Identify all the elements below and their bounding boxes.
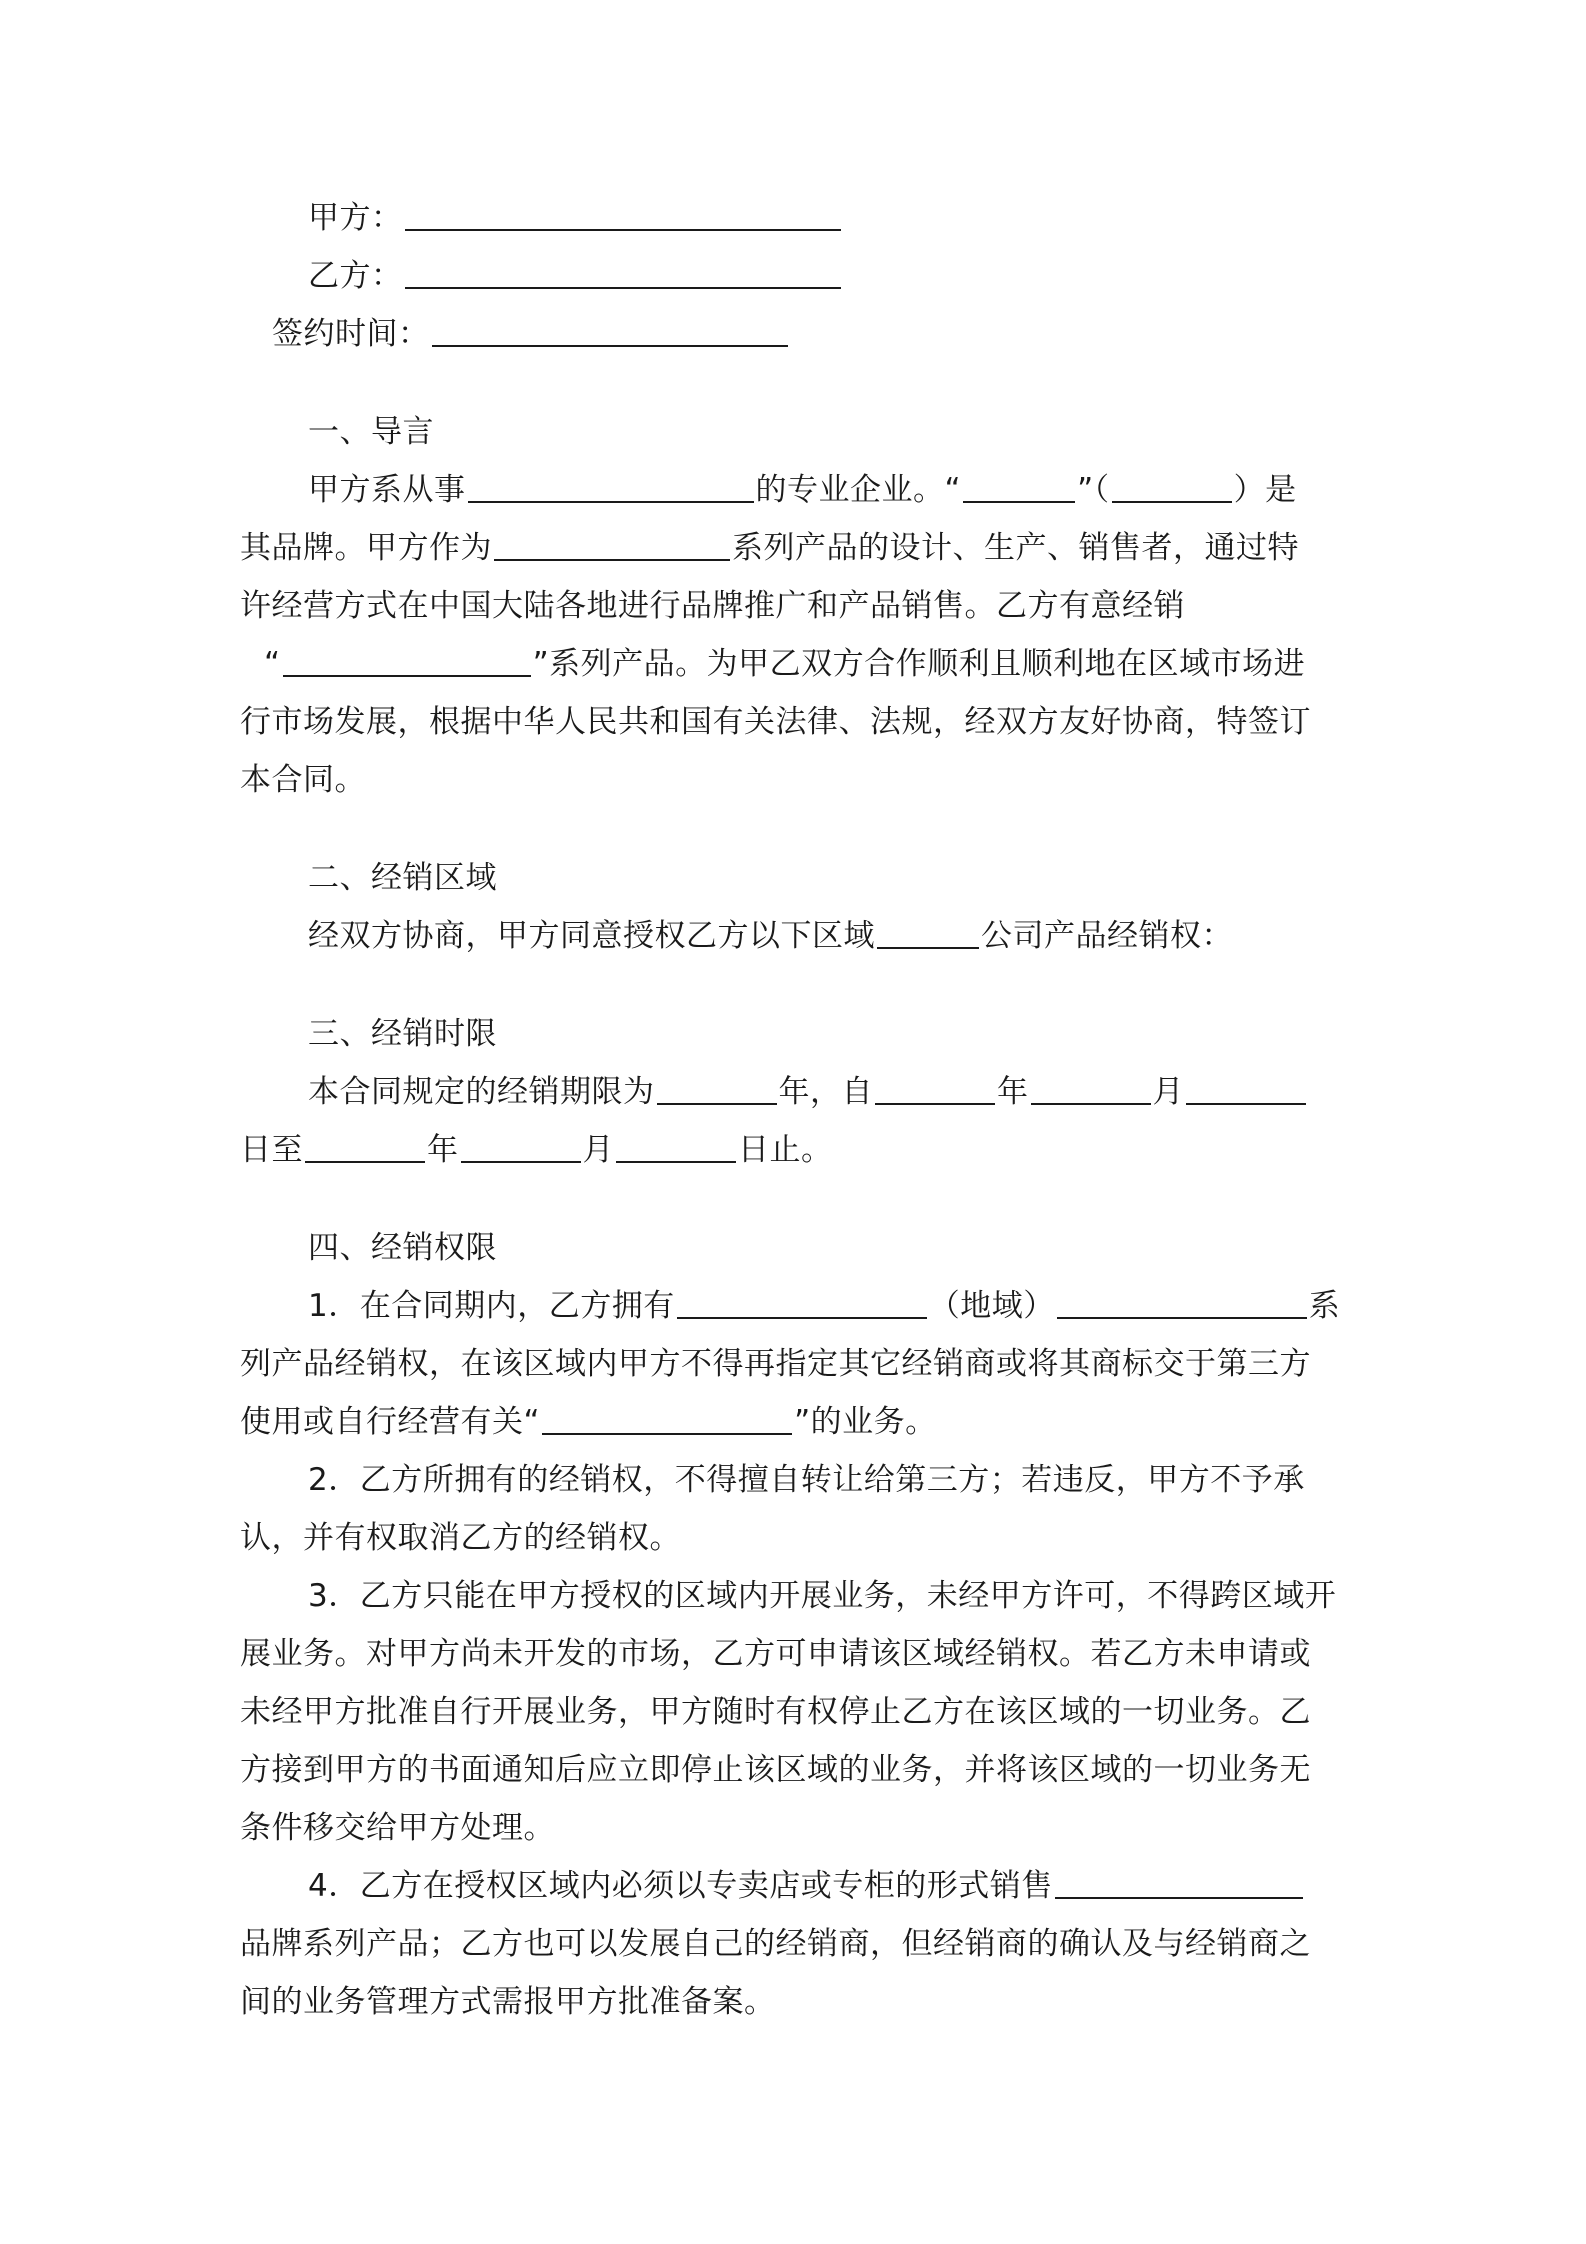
intro-text: 甲方系从事 — [308, 472, 466, 508]
rights-text: ”的业务。 — [794, 1404, 937, 1440]
rights-2-line-2: 认，并有权取消乙方的经销权。 — [240, 1520, 681, 1556]
intro-line-4 — [240, 642, 1305, 686]
rights-text: （地域） — [928, 1288, 1055, 1324]
rights-4-line-2: 品牌系列产品；乙方也可以发展自己的经销商，但经销商的确认及与经销商之 — [240, 1926, 1311, 1962]
rights-3-line-2: 展业务。对甲方尚未开发的市场，乙方可申请该区域经销权。若乙方未申请或 — [240, 1636, 1311, 1672]
region-text: 经双方协商，甲方同意授权乙方以下区域 — [308, 918, 875, 954]
intro-line-6: 本合同。 — [240, 762, 366, 798]
party-b-label: 乙方： — [308, 258, 403, 294]
term-line-1 — [308, 1070, 1308, 1114]
region-line-1 — [308, 914, 1233, 958]
rights-1-line-3 — [240, 1400, 937, 1444]
end-month-blank[interactable] — [461, 1131, 581, 1163]
section-term-title: 三、经销时限 — [308, 1016, 497, 1052]
party-a-line — [308, 196, 843, 240]
party-a-blank[interactable] — [405, 199, 841, 231]
rights-1-line-2: 列产品经销权，在该区域内甲方不得再指定其它经销商或将其商标交于第三方 — [240, 1346, 1311, 1382]
party-a-label: 甲方： — [308, 200, 403, 236]
intro-text: 系列产品的设计、生产、销售者，通过特 — [732, 530, 1299, 566]
rights-text: 1．在合同期内，乙方拥有 — [308, 1288, 675, 1324]
end-year-blank[interactable] — [305, 1131, 425, 1163]
territory-blank[interactable] — [677, 1287, 927, 1319]
intro-line-3: 许经营方式在中国大陆各地进行品牌推广和产品销售。乙方有意经销 — [240, 588, 1185, 624]
end-day-blank[interactable] — [616, 1131, 736, 1163]
signing-time-label: 签约时间： — [272, 316, 430, 352]
rights-3-line-4: 方接到甲方的书面通知后应立即停止该区域的业务，并将该区域的一切业务无 — [240, 1752, 1311, 1788]
brand-blank[interactable] — [1055, 1867, 1303, 1899]
term-text: 日至 — [240, 1132, 303, 1168]
section-rights-title: 四、经销权限 — [308, 1230, 497, 1266]
signing-time-line — [272, 312, 790, 356]
intro-text: “ — [264, 646, 281, 682]
rights-3-line-5: 条件移交给甲方处理。 — [240, 1810, 555, 1846]
brand-alias-blank[interactable] — [1112, 471, 1232, 503]
start-day-blank[interactable] — [1186, 1073, 1306, 1105]
rights-1-line-1 — [308, 1284, 1340, 1328]
term-line-2 — [240, 1128, 833, 1172]
rights-3-line-3: 未经甲方批准自行开展业务，甲方随时有权停止乙方在该区域的一切业务。乙 — [240, 1694, 1311, 1730]
rights-4-line-1 — [308, 1864, 1305, 1908]
series-name-blank[interactable] — [283, 645, 531, 677]
rights-2-line-1: 2．乙方所拥有的经销权，不得擅自转让给第三方；若违反，甲方不予承 — [308, 1462, 1305, 1498]
intro-text: 其品牌。甲方作为 — [240, 530, 492, 566]
section-intro-title: 一、导言 — [308, 414, 434, 450]
rights-text: 使用或自行经营有关“ — [240, 1404, 541, 1440]
term-text: 年 — [997, 1074, 1029, 1110]
term-text: 月 — [582, 1132, 614, 1168]
brand-name-blank[interactable] — [963, 471, 1075, 503]
term-text: 年，自 — [778, 1074, 873, 1110]
signing-time-blank[interactable] — [432, 315, 788, 347]
party-b-line — [308, 254, 843, 298]
intro-line-2 — [240, 526, 1299, 570]
rights-3-line-1: 3．乙方只能在甲方授权的区域内开展业务，未经甲方许可，不得跨区域开 — [308, 1578, 1337, 1614]
term-years-blank[interactable] — [657, 1073, 777, 1105]
term-text: 本合同规定的经销期限为 — [308, 1074, 655, 1110]
business-name-blank[interactable] — [542, 1403, 792, 1435]
rights-series-blank[interactable] — [1057, 1287, 1307, 1319]
intro-text: 的专业企业。“ — [755, 472, 962, 508]
product-series-blank[interactable] — [494, 529, 730, 561]
rights-text: 4．乙方在授权区域内必须以专卖店或专柜的形式销售 — [308, 1868, 1053, 1904]
intro-line-5: 行市场发展，根据中华人民共和国有关法律、法规，经双方友好协商，特签订 — [240, 704, 1311, 740]
party-b-blank[interactable] — [405, 257, 841, 289]
start-year-blank[interactable] — [875, 1073, 995, 1105]
section-region-title: 二、经销区域 — [308, 860, 497, 896]
term-text: 年 — [427, 1132, 459, 1168]
term-text: 月 — [1152, 1074, 1184, 1110]
region-blank[interactable] — [877, 917, 979, 949]
intro-text: ）是 — [1233, 472, 1297, 508]
start-month-blank[interactable] — [1031, 1073, 1151, 1105]
region-text: 公司产品经销权： — [981, 918, 1233, 954]
intro-text: ”系列产品。为甲乙双方合作顺利且顺利地在区域市场进 — [532, 646, 1306, 682]
rights-4-line-3: 间的业务管理方式需报甲方批准备案。 — [240, 1984, 776, 2020]
term-text: 日止。 — [738, 1132, 833, 1168]
business-field-blank[interactable] — [468, 471, 754, 503]
rights-text: 系 — [1308, 1288, 1341, 1324]
intro-text: ”（ — [1077, 472, 1110, 508]
intro-line-1 — [308, 468, 1297, 512]
